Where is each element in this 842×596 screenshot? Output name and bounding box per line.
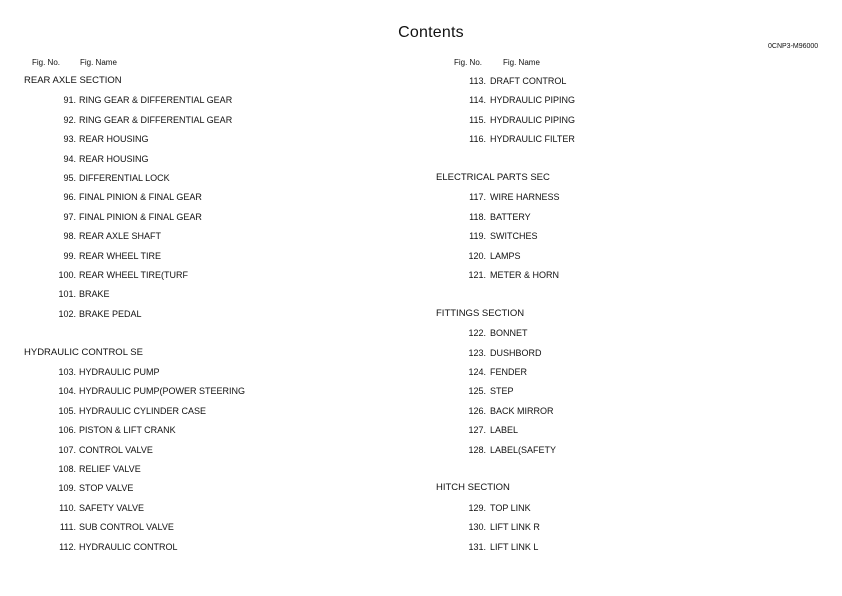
- page-title: Contents: [398, 24, 464, 41]
- fig-name: BONNET: [490, 328, 528, 339]
- fig-name: STOP VALVE: [79, 483, 134, 494]
- fig-name: DUSHBORD: [490, 347, 542, 358]
- section-heading: HYDRAULIC CONTROL SE: [24, 346, 143, 358]
- fig-number: 118.: [469, 211, 486, 222]
- fig-number: 108.: [58, 464, 76, 474]
- fig-number: 114.: [469, 95, 486, 106]
- contents-entry: [0, 443, 420, 457]
- contents-entry: [411, 384, 831, 398]
- fig-name: LABEL: [490, 425, 519, 436]
- fig-name: FINAL PINION & FINAL GEAR: [79, 192, 202, 203]
- contents-entry: [411, 326, 831, 340]
- contents-entry: [0, 423, 420, 437]
- fig-name: LAMPS: [490, 250, 521, 261]
- fig-name: REAR HOUSING: [79, 153, 149, 164]
- fig-name: BRAKE PEDAL: [79, 308, 142, 319]
- fig-name: TOP LINK: [490, 502, 531, 513]
- contents-entry: [411, 249, 831, 263]
- fig-number: 99.: [63, 250, 76, 261]
- contents-entry: [0, 481, 420, 495]
- contents-entry: [0, 229, 420, 243]
- contents-entry: [0, 152, 420, 166]
- fig-number: 104.: [58, 386, 76, 397]
- contents-entry: [411, 93, 831, 107]
- fig-number: 127.: [468, 425, 486, 436]
- fig-name: FENDER: [490, 367, 528, 377]
- contents-entry: [411, 210, 831, 224]
- fig-name: HYDRAULIC PUMP: [79, 367, 160, 377]
- contents-entry: [0, 132, 420, 146]
- fig-name: HYDRAULIC FILTER: [490, 134, 575, 145]
- contents-entry: [0, 249, 420, 263]
- contents-entry: [0, 520, 420, 534]
- fig-number: 119.: [469, 231, 486, 242]
- fig-name: LABEL(SAFETY: [490, 444, 557, 455]
- contents-entry: [411, 132, 831, 146]
- contents-entry: [411, 423, 831, 437]
- fig-number: 105.: [58, 405, 76, 416]
- contents-entry: [411, 113, 831, 127]
- contents-entry: [0, 404, 420, 418]
- fig-name: HYDRAULIC PIPING: [490, 114, 576, 125]
- fig-name: BACK MIRROR: [490, 405, 554, 416]
- fig-name: PISTON & LIFT CRANK: [79, 425, 176, 436]
- document-id: 0CNP3-M96000: [768, 43, 819, 50]
- contents-entry: [0, 93, 420, 107]
- contents-entry: [0, 307, 420, 321]
- fig-number: 92.: [63, 114, 76, 125]
- fig-number: 94.: [63, 153, 76, 164]
- contents-entry: [0, 171, 420, 185]
- contents-entry: [0, 365, 420, 379]
- section-heading: ELECTRICAL PARTS SEC: [436, 172, 550, 183]
- fig-number: 116.: [469, 134, 486, 145]
- fig-number: 131.: [468, 541, 486, 552]
- fig-number: 128.: [468, 444, 486, 455]
- fig-name: SWITCHES: [490, 231, 538, 242]
- fig-number: 101.: [58, 289, 76, 300]
- fig-number: 106.: [58, 425, 76, 436]
- fig-number: 120.: [468, 250, 486, 261]
- contents-entry: [411, 540, 831, 554]
- fig-number: 115.: [469, 114, 486, 125]
- fig-name-header: Fig. Name: [80, 58, 117, 67]
- contents-entry: [411, 443, 831, 457]
- section-heading: HITCH SECTION: [436, 482, 510, 494]
- contents-entry: [0, 190, 420, 204]
- fig-number: 111.: [59, 522, 76, 533]
- section-heading: REAR AXLE SECTION: [24, 75, 122, 86]
- contents-entry: [0, 113, 420, 127]
- fig-name: HYDRAULIC CYLINDER CASE: [79, 405, 207, 416]
- fig-number: 123.: [468, 347, 486, 358]
- contents-entry: [411, 501, 831, 515]
- contents-entry: [0, 210, 420, 224]
- contents-entry: [411, 268, 831, 282]
- fig-name: BATTERY: [490, 211, 531, 222]
- fig-number: 102.: [58, 308, 76, 319]
- fig-name: FINAL PINION & FINAL GEAR: [79, 211, 202, 222]
- fig-number: 109.: [58, 483, 76, 494]
- fig-name: REAR WHEEL TIRE: [79, 250, 162, 261]
- fig-no-header: Fig. No.: [454, 58, 483, 67]
- contents-entry: [0, 287, 420, 301]
- fig-number: 126.: [468, 405, 486, 416]
- fig-name: RING GEAR & DIFFERENTIAL GEAR: [79, 114, 233, 125]
- fig-name: HYDRAULIC PUMP(POWER STEERING: [79, 386, 246, 397]
- fig-number: 125.: [468, 386, 486, 397]
- fig-name: REAR WHEEL TIRE(TURF: [79, 270, 189, 280]
- fig-name: DRAFT CONTROL: [490, 76, 567, 86]
- fig-no-header: Fig. No.: [32, 58, 61, 67]
- fig-number: 129.: [468, 502, 486, 513]
- contents-entry: [411, 346, 831, 360]
- contents-entry: [0, 384, 420, 398]
- contents-entry: [411, 404, 831, 418]
- contents-entry: [0, 501, 420, 515]
- fig-number: 113.: [469, 76, 486, 86]
- fig-number: 103.: [58, 367, 76, 377]
- fig-number: 124.: [468, 367, 486, 377]
- fig-number: 122.: [468, 328, 486, 339]
- fig-name: LIFT LINK L: [490, 541, 539, 552]
- fig-name: REAR HOUSING: [79, 134, 149, 145]
- fig-name: HYDRAULIC CONTROL: [79, 541, 178, 552]
- contents-entry: [0, 462, 420, 476]
- fig-number: 110.: [59, 502, 76, 513]
- fig-number: 95.: [63, 173, 76, 183]
- contents-entry: [411, 365, 831, 379]
- fig-number: 91.: [63, 95, 76, 106]
- fig-name: SAFETY VALVE: [79, 502, 145, 513]
- fig-number: 97.: [63, 211, 76, 222]
- contents-entry: [0, 268, 420, 282]
- fig-name: RING GEAR & DIFFERENTIAL GEAR: [79, 95, 233, 106]
- fig-number: 98.: [63, 231, 76, 242]
- fig-name: STEP: [490, 386, 514, 397]
- contents-entry: [0, 540, 420, 554]
- fig-number: 93.: [63, 134, 76, 145]
- fig-name: REAR AXLE SHAFT: [79, 231, 162, 242]
- fig-name: SUB CONTROL VALVE: [79, 522, 174, 533]
- fig-name: RELIEF VALVE: [79, 464, 141, 474]
- fig-name-header: Fig. Name: [503, 58, 540, 67]
- fig-name: WIRE HARNESS: [490, 192, 560, 203]
- fig-number: 100.: [58, 270, 76, 280]
- fig-name: LIFT LINK R: [490, 522, 540, 533]
- fig-number: 107.: [58, 444, 76, 455]
- fig-number: 96.: [63, 192, 76, 203]
- fig-name: BRAKE: [79, 289, 110, 300]
- contents-entry: [411, 74, 831, 88]
- fig-name: DIFFERENTIAL LOCK: [79, 173, 170, 183]
- contents-entry: [411, 229, 831, 243]
- fig-name: METER & HORN: [490, 270, 560, 280]
- contents-entry: [411, 520, 831, 534]
- section-heading: FITTINGS SECTION: [436, 307, 525, 319]
- fig-number: 117.: [469, 192, 486, 203]
- fig-name: HYDRAULIC PIPING: [490, 95, 576, 106]
- fig-name: CONTROL VALVE: [79, 444, 153, 455]
- fig-number: 112.: [59, 541, 76, 552]
- fig-number: 130.: [468, 522, 486, 533]
- fig-number: 121.: [468, 270, 486, 280]
- contents-entry: [411, 190, 831, 204]
